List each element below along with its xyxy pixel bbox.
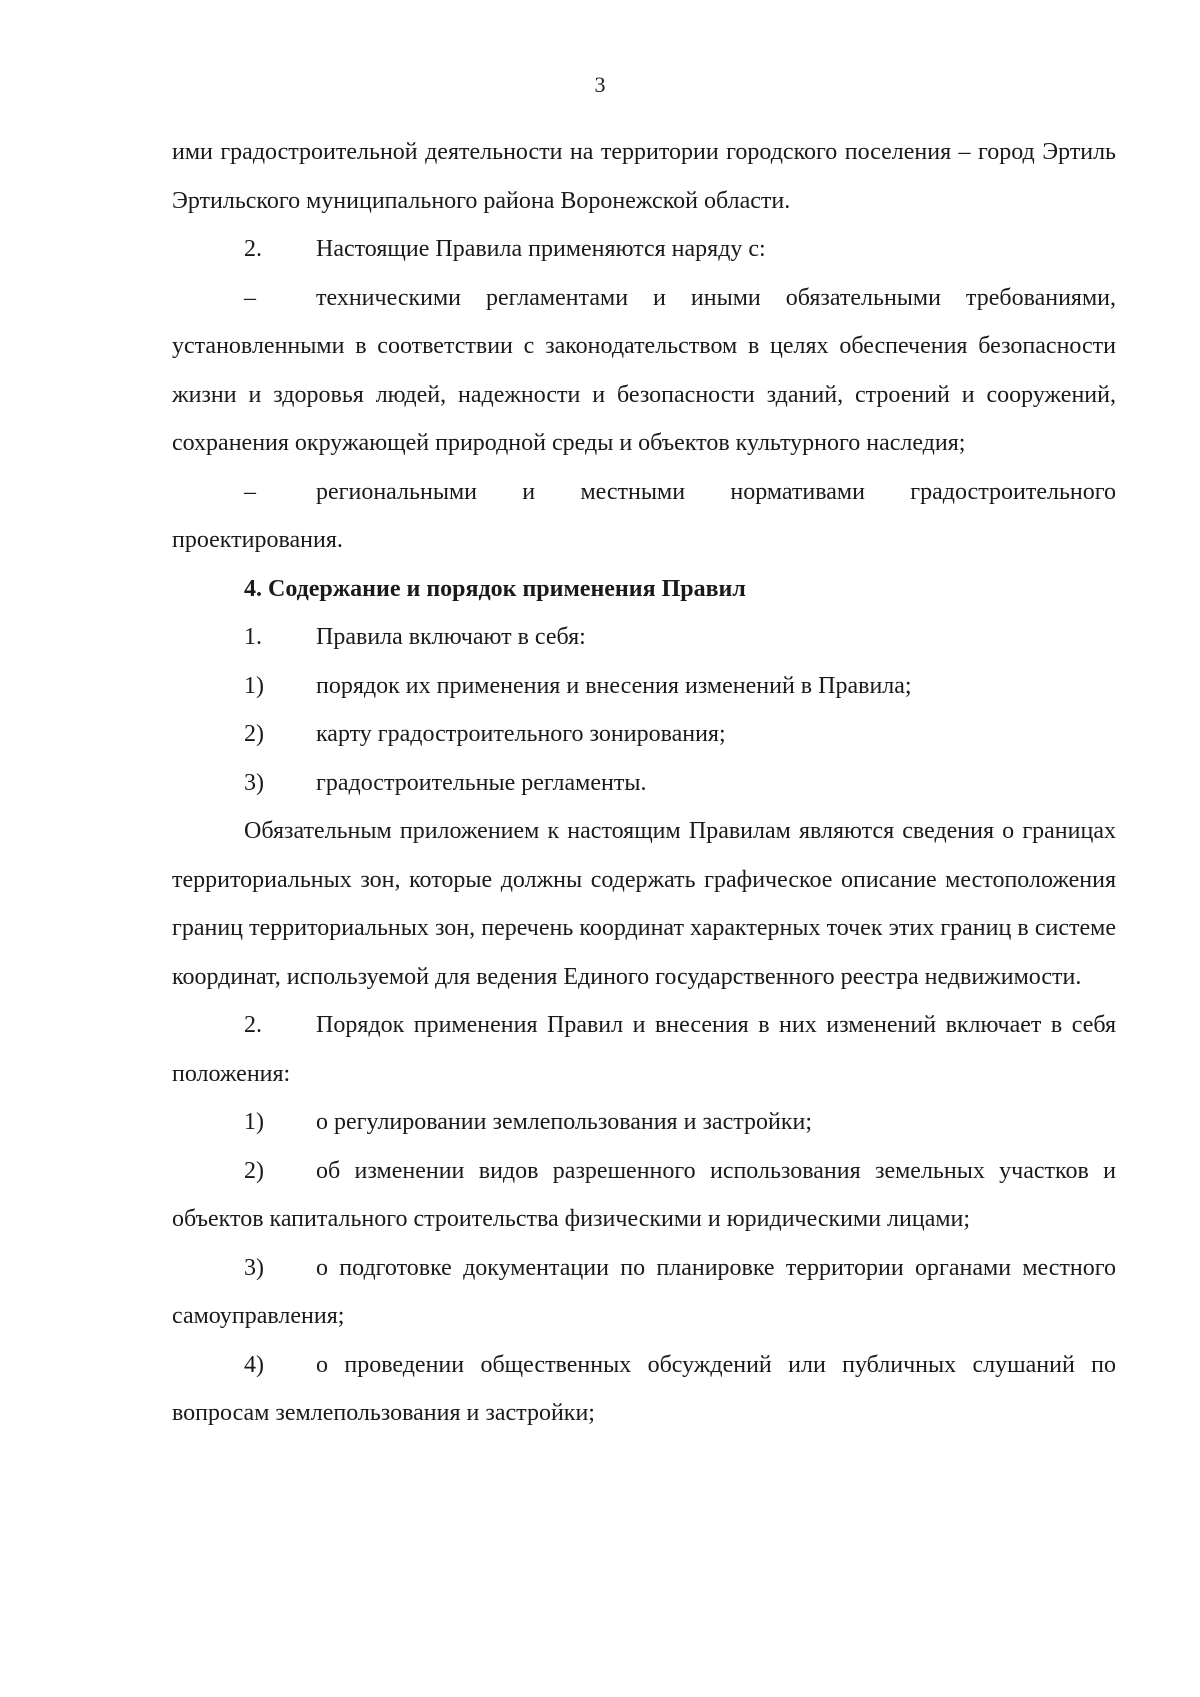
- list-item-text: об изменении видов разрешенного использования земельных участков и объектов капитального строительства физическими и юридическими лицами;: [172, 1157, 1116, 1232]
- appendix-paragraph: Обязательным приложением к настоящим Правилам являются сведения о границах территориальных зон, которые должны содержать графическое описание местоположения границ территориальных зон, перечень координат характерных точек этих границ в системе координат, используемой для ведения Единого государственного реестра недвижимости.: [172, 818, 1116, 990]
- list-item-text: о регулировании землепользования и застройки;: [316, 1109, 813, 1135]
- clause-1: [172, 613, 1116, 662]
- clause-number: 1.: [244, 624, 262, 650]
- list-item: [172, 662, 1116, 711]
- section-heading: 4. Содержание и порядок применения Правил: [244, 575, 746, 602]
- list-item-number: 2): [244, 1157, 264, 1184]
- list-item-text: градостроительные регламенты.: [316, 769, 647, 796]
- intro-paragraph: ими градостроительной деятельности на территории городского поселения – город Эртиль Эртильского муниципального района Воронежской области.: [172, 139, 1116, 214]
- dash-item-technical-regulations: [172, 274, 1116, 468]
- list-item-text: о подготовке документации по планировке территории органами местного самоуправления;: [172, 1254, 1116, 1329]
- clause-number: 2.: [244, 1012, 262, 1038]
- list-item: [172, 1244, 1116, 1341]
- clause-number: 2.: [244, 236, 262, 262]
- clause-text: Правила включают в себя:: [316, 624, 586, 650]
- list-item: [172, 1098, 1116, 1147]
- list-item: [172, 759, 1116, 808]
- list-item-number: 3): [244, 769, 264, 796]
- list-item-text: порядок их применения и внесения изменений в Правила;: [316, 672, 912, 699]
- list-item-number: 3): [244, 1254, 264, 1281]
- list-item-number: 1): [244, 1109, 264, 1135]
- clause-text: Порядок применения Правил и внесения в них изменений включает в себя положения:: [172, 1012, 1116, 1087]
- dash-mark: –: [244, 478, 256, 505]
- dash-item-text: региональными и местными нормативами градостроительного проектирования.: [172, 478, 1116, 553]
- dash-mark: –: [244, 284, 256, 311]
- clause-text: Настоящие Правила применяются наряду с:: [316, 236, 766, 262]
- clause-2-procedure: [172, 1001, 1116, 1098]
- list-item-text: о проведении общественных обсуждений или публичных слушаний по вопросам землепользования и застройки;: [172, 1351, 1116, 1426]
- list-item-number: 4): [244, 1351, 264, 1378]
- document-body: [172, 128, 1116, 1438]
- list-item-number: 2): [244, 721, 264, 747]
- list-item: [172, 1341, 1116, 1438]
- dash-item-text: техническими регламентами и иными обязательными требованиями, установленными в соответствии с законодательством в целях обеспечения безопасности жизни и здоровья людей, надежности и безопасности зданий, строений и сооружений, сохранения окружающей природной среды и объектов культурного наследия;: [172, 284, 1116, 456]
- list-item-text: карту градостроительного зонирования;: [316, 721, 726, 747]
- dash-item-regional-norms: [172, 468, 1116, 565]
- page-number: 3: [594, 72, 606, 97]
- list-item: [172, 710, 1116, 759]
- list-item: [172, 1147, 1116, 1244]
- clause-2: [172, 225, 1116, 274]
- list-item-number: 1): [244, 672, 264, 699]
